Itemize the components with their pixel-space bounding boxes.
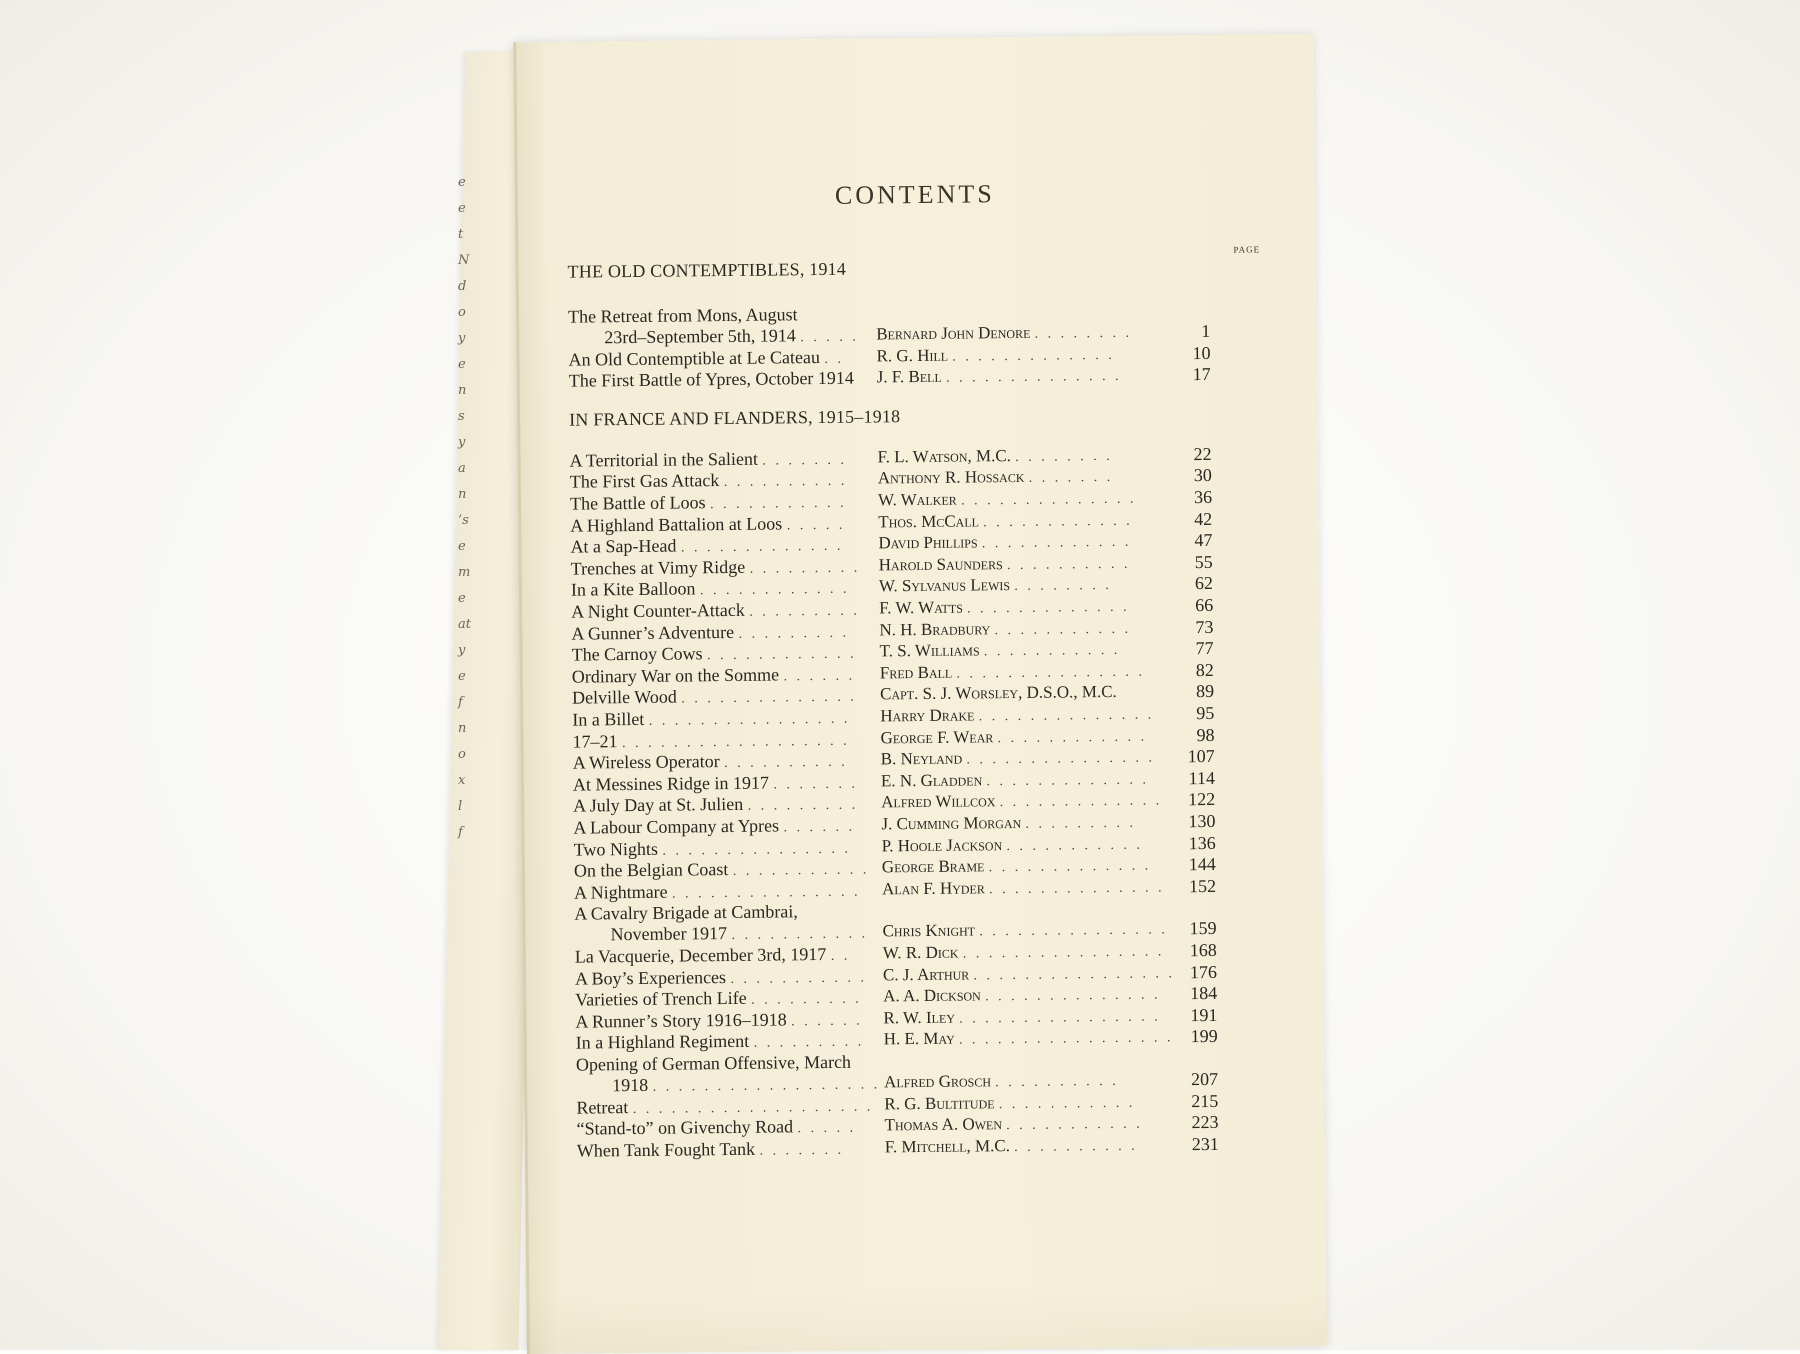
facing-page-fragment: o — [458, 747, 466, 762]
entry-page-number: 191 — [1190, 1004, 1218, 1025]
entry-title-text: 23rd–September 5th, 1914 — [604, 325, 796, 348]
entry-author-name: E. N. Gladden — [880, 770, 983, 791]
entry-author-name: Thomas A. Owen — [884, 1114, 1003, 1135]
page-heading: CONTENTS — [834, 179, 995, 210]
entry-page-number: 22 — [1193, 443, 1212, 464]
entry-page-number: 122 — [1188, 789, 1216, 810]
leader-dots: . . . . . . . . . — [751, 991, 862, 1008]
entry-title — [577, 1137, 845, 1165]
entry-page-number: 42 — [1194, 508, 1213, 529]
leader-dots: . . . . . — [786, 517, 846, 533]
leader-dots: . . — [824, 351, 845, 367]
entry-page-number: 82 — [1195, 659, 1214, 680]
entry-page-number: 114 — [1188, 767, 1216, 788]
facing-page-fragment: d — [458, 279, 467, 294]
entry-title: The Retreat from Mons, August — [567, 304, 798, 327]
leader-dots: . . . . . . . . . . . — [730, 970, 868, 987]
entry-author-name: C. J. Arthur — [882, 964, 970, 984]
entry-title-text: “Stand-to” on Givenchy Road — [576, 1116, 794, 1139]
entry-title-text: A Night Counter-Attack — [571, 599, 745, 622]
entry-page-number: 1 — [1201, 320, 1211, 342]
leader-dots: . . . . . . — [783, 668, 856, 685]
entry-page-number: 168 — [1189, 939, 1217, 961]
leader-dots: . . . . . . . . . . — [995, 1073, 1119, 1091]
entry-page-number: 199 — [1190, 1026, 1218, 1047]
entry-title-text: Retreat — [576, 1096, 629, 1118]
leader-dots: . . . . . . . . . — [749, 560, 861, 577]
entry-title-text: On the Belgian Coast — [573, 859, 729, 881]
entry-author-name: W. Sylvanus Lewis — [878, 575, 1011, 596]
leader-dots: . . . . . . . . . . . . . — [967, 599, 1130, 617]
leader-dots: . . . . . . . . . . . — [994, 621, 1132, 638]
entry-title-text: An Old Contemptible at Le Cateau — [568, 346, 821, 370]
entry-author-name: Bernard John Denore — [876, 322, 1031, 344]
section-title: THE OLD CONTEMPTIBLES, 1914 — [567, 258, 847, 282]
page-column-label: PAGE — [1233, 244, 1261, 255]
entry-title-text: A Gunner’s Adventure — [571, 621, 735, 644]
entry-page-number: 130 — [1188, 810, 1216, 832]
entry-author-name: R. W. Iley — [883, 1007, 956, 1028]
entry-page-number: 207 — [1191, 1068, 1219, 1090]
leader-dots: . . . . . . . . . . . — [709, 495, 847, 513]
entry-author-name: R. G. Hill — [876, 345, 949, 366]
leader-dots: . . . . . . . . . . . . . . . . . . . — [632, 1099, 874, 1117]
entry-title-text: In a Kite Balloon — [570, 578, 696, 601]
facing-page-fragment: at — [458, 617, 471, 632]
leader-dots: . . . . . . . . . . . . . . . . — [959, 1009, 1161, 1027]
entry-page-number: 10 — [1192, 342, 1211, 363]
leader-dots: . . . . . . . . — [1014, 578, 1112, 595]
facing-page-fragment: n — [458, 487, 467, 502]
leader-dots: . . . . . . . . . . . . . . — [978, 707, 1155, 725]
facing-page-fragment: l — [458, 799, 463, 814]
facing-page-fragment: y — [458, 435, 466, 450]
entry-author-name: P. Hoole Jackson — [881, 834, 1003, 856]
entry-title-text: Delville Wood — [571, 686, 677, 709]
leader-dots: . . . . . . . . . — [738, 625, 850, 642]
entry-author-name: Alfred Willcox — [881, 791, 996, 812]
facing-page-fragment: f — [458, 695, 463, 710]
leader-dots: . . . . . . . . . . . . . — [986, 772, 1150, 790]
leader-dots: . . . . . . . . . . . . . — [952, 347, 1115, 365]
entry-page-number: 98 — [1196, 724, 1215, 745]
leader-dots: . . . . . . . . . . . . — [699, 582, 850, 599]
leader-dots: . . . . . . . . . . . . — [707, 646, 857, 664]
leader-dots: . . . . . . . . . . — [723, 474, 848, 491]
entry-title-text: A Boy’s Experiences — [574, 966, 727, 989]
entry-page-number: 77 — [1195, 638, 1214, 659]
facing-page-fragment: e — [458, 201, 466, 216]
entry-title-text: In a Highland Regiment — [575, 1031, 750, 1054]
entry-title-text: 1918 — [612, 1074, 649, 1096]
facing-page-fragment: e — [458, 357, 466, 372]
leader-dots: . . . . . . . . . . — [1006, 556, 1131, 573]
entry-page-number: 47 — [1194, 530, 1213, 551]
entry-author-name: Harry Drake — [880, 705, 975, 726]
entry-page-number: 17 — [1192, 364, 1211, 385]
entry-author-name: F. L. Watson, M.C. — [877, 445, 1012, 467]
leader-dots: . . . . . . . . . . . . . . — [681, 690, 857, 707]
entry-page-number: 159 — [1189, 918, 1217, 939]
entry-page-number: 215 — [1191, 1090, 1219, 1111]
leader-dots: . . . . . . . . . . — [1014, 1138, 1138, 1155]
entry-title-text: A Territorial in the Salient — [569, 448, 759, 471]
leader-dots: . . . . . . . . . . . . . — [988, 858, 1152, 876]
entry-page-number: 231 — [1191, 1133, 1219, 1154]
contents-page — [513, 34, 1327, 1354]
leader-dots: . . . . . . . . . . . — [983, 643, 1121, 660]
leader-dots: . . . . . . . — [762, 452, 848, 469]
leader-dots: . . . . . . . . . . . . . — [999, 793, 1163, 811]
entry-title-text: Ordinary War on the Somme — [571, 664, 780, 687]
leader-dots: . . . . . . . . — [1015, 448, 1113, 465]
leader-dots: . . . . . . . . . . . . . . . — [662, 841, 852, 859]
entry-page-number: 152 — [1188, 875, 1217, 896]
leader-dots: . . . . . . . . . . . . . . — [960, 491, 1137, 509]
entry-title-text: Trenches at Vimy Ridge — [570, 556, 746, 579]
facing-page-fragment: t — [458, 227, 464, 242]
entry-title-text: Varieties of Trench Life — [575, 988, 747, 1010]
facing-page-fragment: o — [458, 305, 466, 320]
entry-title-text: A Labour Company at Ypres — [573, 815, 780, 838]
facing-page-fragment: s — [458, 409, 465, 424]
entry-page-number: 136 — [1188, 832, 1216, 853]
entry-author-name: Capt. S. J. Worsley, D.S.O., M.C. — [879, 682, 1117, 704]
leader-dots: . . . . . . . . . . . . . . — [984, 987, 1161, 1005]
facing-page-fragment: n — [458, 383, 467, 398]
entry-author-name: Chris Knight — [882, 920, 976, 941]
entry-page-number: 184 — [1190, 983, 1218, 1004]
leader-dots: . . . . . . . . . . . . . . . — [966, 750, 1156, 768]
section-title: IN FRANCE AND FLANDERS, 1915–1918 — [569, 405, 901, 430]
facing-page-fragment: e — [458, 669, 466, 684]
leader-dots: . . . . . . . — [773, 776, 859, 793]
entry-page-number: 144 — [1188, 854, 1216, 875]
leader-dots: . . — [830, 948, 851, 964]
entry-author-name: David Phillips — [878, 532, 978, 553]
entry-author-name: J. Cumming Morgan — [881, 812, 1022, 834]
entry-author-name: George F. Wear — [880, 726, 994, 748]
entry-page-number: 223 — [1191, 1112, 1219, 1133]
entry-author-name: Thos. McCall — [878, 510, 980, 532]
entry-title-text: At a Sap-Head — [570, 535, 677, 557]
leader-dots: . . . . . . . . . . . — [1006, 1116, 1143, 1134]
leader-dots: . . . . . . . . . . . . . . . . . . — [652, 1077, 881, 1095]
entry-author-name: Anthony R. Hossack — [877, 467, 1025, 488]
leader-dots: . . . . . . . . . . . . . . — [989, 880, 1165, 898]
entry-page-number: 176 — [1189, 961, 1218, 982]
leader-dots: . . . . . . . . . . . — [998, 1095, 1136, 1112]
entry-title-text: A Wireless Operator — [572, 751, 720, 773]
facing-page-fragment: f — [458, 825, 463, 840]
entry-author-name: F. W. Watts — [879, 597, 963, 618]
leader-dots: . . . . . . . — [759, 1142, 845, 1159]
leader-dots: . . . . . . . . . . . . . . . . — [648, 711, 851, 729]
facing-page-fragment: y — [458, 643, 466, 658]
entry-author — [880, 681, 1117, 705]
entry-title-text: The Battle of Loos — [569, 492, 706, 514]
leader-dots: . . . . . . . . . . . . . . . — [979, 922, 1168, 940]
leader-dots: . . . . . . . . . . — [724, 754, 848, 772]
entry-title-text: La Vacquerie, December 3rd, 1917 — [574, 943, 827, 967]
entry-title-text: A Runner’s Story 1916–1918 — [575, 1009, 787, 1032]
entry-author-name: Alan F. Hyder — [882, 878, 985, 899]
leader-dots: . . . . . . . . . . . . . . . . . . — [621, 733, 850, 751]
leader-dots: . . . . . . . . . . . — [1006, 837, 1144, 854]
entry-author-name: George Brame — [881, 856, 985, 877]
entry-title-text: Two Nights — [573, 838, 659, 860]
entry-title-text: When Tank Fought Tank — [576, 1138, 756, 1161]
leader-dots: . . . . . . . . . — [749, 603, 860, 620]
facing-page-fragment: a — [458, 461, 466, 476]
entry-author-name: W. R. Dick — [882, 942, 959, 963]
leader-dots: . . . . . . . . . . . . — [997, 729, 1148, 746]
leader-dots: . . . . . . . . . — [1025, 815, 1137, 832]
leader-dots: . . . . . . . . . . . . . . . . . — [958, 1030, 1174, 1049]
entry-title-text: In a Billet — [572, 708, 645, 730]
leader-dots: . . . . . . . . . . . . . . — [945, 369, 1122, 386]
entry-author-name: R. G. Bultitude — [884, 1092, 995, 1113]
entry-page-number: 95 — [1196, 702, 1215, 724]
entry-title-text: A Nightmare — [574, 881, 668, 903]
entry-author-name: Harold Saunders — [878, 553, 1003, 575]
facing-page-fragment: ’s — [458, 513, 469, 528]
entry-title: A Cavalry Brigade at Cambrai, — [574, 901, 798, 925]
entry-author — [877, 364, 1122, 391]
entry-author-name: H. E. May — [883, 1029, 955, 1049]
leader-dots: . . . . . . — [791, 1013, 863, 1030]
leader-dots: . . . . . — [797, 1120, 857, 1137]
entry-title-text: The First Gas Attack — [569, 470, 720, 493]
entry-author-name: Fred Ball — [879, 662, 953, 683]
leader-dots: . . . . . . . . . — [753, 1034, 865, 1052]
facing-page-fragment: N — [458, 253, 470, 268]
facing-page-fragment: m — [458, 565, 471, 580]
facing-page-fragment: e — [458, 539, 466, 554]
leader-dots: . . . . . . . . . . . . . — [680, 538, 844, 556]
page-shading — [526, 1286, 1327, 1354]
leader-dots: . . . . . . . . . . . . . . . . — [962, 944, 1165, 962]
leader-dots: . . . . . . . . . . . . . . . — [672, 884, 861, 902]
facing-page-fragment: y — [458, 331, 466, 346]
leader-dots: . . . . . . — [783, 819, 856, 836]
leader-dots: . . . . . . . . . . . — [732, 862, 870, 880]
leader-dots: . . . . . . . . . — [747, 798, 859, 815]
leader-dots: . . . . . . . — [1028, 470, 1114, 487]
entry-title-text: At Messines Ridge in 1917 — [572, 772, 770, 795]
facing-page-fragment: e — [458, 175, 466, 190]
leader-dots: . . . . . . . . . . . — [731, 926, 869, 944]
entry-title-text: 17–21 — [572, 730, 618, 752]
entry-title-text: The First Battle of Ypres, October 1914 — [568, 367, 854, 391]
entry-page-number: 89 — [1195, 681, 1215, 702]
entry-title: Opening of German Offensive, March — [575, 1051, 852, 1075]
entry-author-name: W. Walker — [877, 489, 957, 510]
entry-author-name: N. H. Bradbury — [879, 618, 991, 640]
entry-title-text: A Highland Battalion at Loos — [570, 513, 783, 536]
entry-page-number: 107 — [1187, 746, 1215, 767]
entry-title-text: The Carnoy Cows — [571, 643, 703, 665]
leader-dots: . . . . . — [800, 329, 859, 346]
entry-author-name: J. F. Bell — [876, 366, 942, 387]
entry-author-name: B. Neyland — [880, 748, 963, 769]
leader-dots: . . . . . . . . . . . . — [981, 534, 1132, 552]
leader-dots: . . . . . . . . . . . . — [983, 513, 1133, 530]
facing-page-text-fragments — [458, 170, 488, 1030]
leader-dots: . . . . . . . . . . . . . . . . — [973, 965, 1176, 984]
leader-dots: . . . . . . . . . . . . . . . — [956, 664, 1146, 682]
entry-title-text: November 1917 — [610, 923, 728, 945]
facing-page-fragment: x — [458, 773, 466, 788]
facing-page-fragment: e — [458, 591, 466, 606]
entry-page-number: 62 — [1194, 573, 1214, 594]
entry-page-number: 66 — [1195, 594, 1214, 616]
entry-page-number: 73 — [1195, 616, 1214, 637]
entry-author-name: Alfred Grosch — [884, 1071, 992, 1092]
facing-page-fragment: n — [458, 721, 467, 736]
entry-page-number: 30 — [1193, 465, 1212, 486]
entry-author-name: T. S. Williams — [879, 640, 980, 661]
entry-title-text: A July Day at St. Julien — [573, 794, 744, 817]
entry-title — [569, 367, 854, 392]
entry-author-name: A. A. Dickson — [883, 985, 981, 1006]
leader-dots: . . . . . . . . — [1034, 325, 1133, 342]
entry-author-name: F. Mitchell, M.C. — [884, 1135, 1011, 1157]
entry-page-number: 36 — [1193, 486, 1213, 508]
entry-page-number: 55 — [1194, 551, 1213, 572]
entry-author — [885, 1134, 1138, 1161]
